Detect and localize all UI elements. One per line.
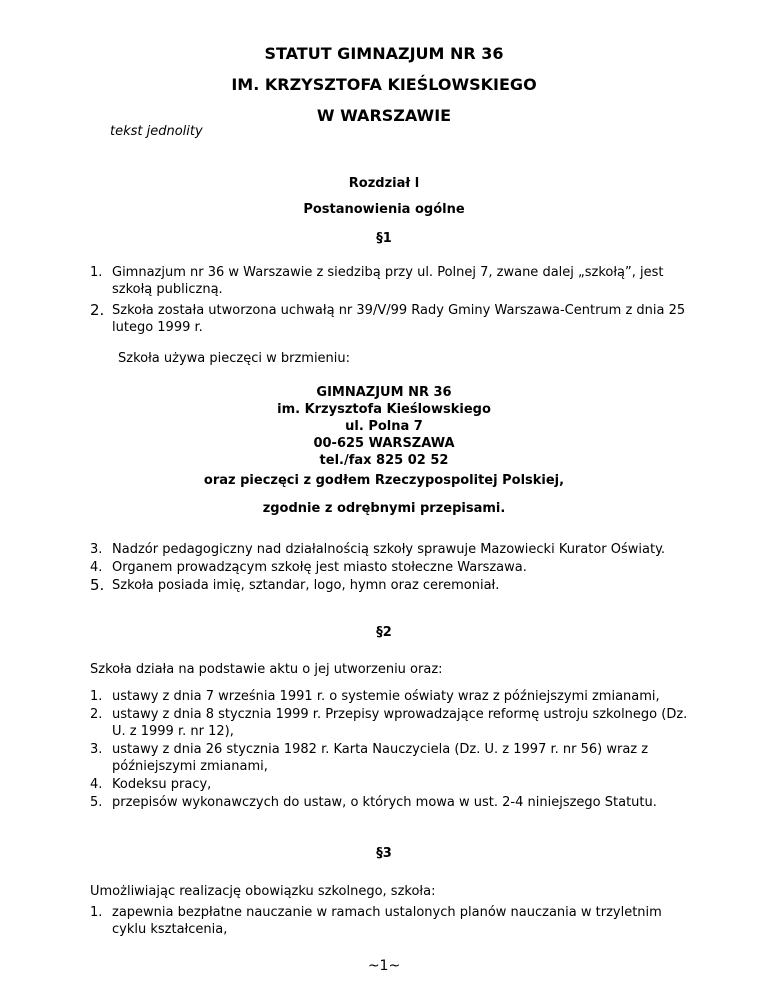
stamp-intro: Szkoła używa pieczęci w brzmieniu: [118,351,351,366]
section-3-mark: §3 [376,846,392,861]
list-item: 4. Kodeksu pracy, [90,777,212,792]
list-item: 4. Organem prowadzącym szkołę jest miasto stołeczne Warszawa. [90,560,527,575]
section-1-mark: §1 [376,231,392,246]
stamp-line: tel./fax 825 02 52 [319,453,449,468]
list-item: 5. przepisów wykonawczych do ustaw, o których mowa w ust. 2-4 niniejszego Statutu. [90,795,657,810]
list-item: 1. Gimnazjum nr 36 w Warszawie z siedzibą przy ul. Polnej 7, zwane dalej „szkołą”, jest szkołą publiczną. [90,265,664,297]
section-3-intro: Umożliwiając realizację obowiązku szkolnego, szkoła: [90,884,436,899]
statute-title-line-3: W WARSZAWIE [316,106,452,125]
document-subtitle: tekst jednolity [110,124,203,139]
stamp-line: 00-625 WARSZAWA [313,436,455,451]
section-3-list [90,904,690,939]
list-item: 1. zapewnia bezpłatne nauczanie w ramach ustalonych planów nauczania w trzyletnim cyklu kształcenia, [90,905,662,937]
page-number: ~1~ [367,958,401,974]
list-item: 2. ustawy z dnia 8 stycznia 1999 r. Przepisy wprowadzające reformę ustroju szkolnego (Dz. U. z 1999 r. nr 12), [90,707,688,739]
stamp-note-emblem: oraz pieczęci z godłem Rzeczypospolitej Polskiej, [203,473,565,488]
list-item: 3. Nadzór pedagogiczny nad działalnością szkoły sprawuje Mazowiecki Kurator Oświaty. [90,542,666,557]
stamp-line: GIMNAZJUM NR 36 [316,385,452,400]
list-item: 5. Szkoła posiada imię, sztandar, logo, hymn oraz ceremoniał. [90,576,500,594]
list-item: 2. Szkoła została utworzona uchwałą nr 39/V/99 Rady Gminy Warszawa-Centrum z dnia 25 lutego 1999 r. [90,301,686,335]
section-2-list [90,688,690,812]
list-item: 3. ustawy z dnia 26 stycznia 1982 r. Karta Nauczyciela (Dz. U. z 1997 r. nr 56) wraz z późniejszymi zmianami, [90,742,649,774]
section-1-list [90,264,690,340]
stamp-line: ul. Polna 7 [345,419,423,434]
chapter-label: Rozdział l [348,176,420,191]
chapter-name: Postanowienia ogólne [303,202,465,217]
section-2-intro: Szkoła działa na podstawie aktu o jej utworzeniu oraz: [90,662,443,677]
list-item: 1. ustawy z dnia 7 września 1991 r. o systemie oświaty wraz z późniejszymi zmianami, [90,689,660,704]
statute-title-line-2: IM. KRZYSZTOFA KIEŚLOWSKIEGO [231,75,537,94]
stamp-note-regulations: zgodnie z odrębnymi przepisami. [262,501,506,516]
section-1-list-continued [90,541,690,595]
section-2-mark: §2 [376,625,392,640]
stamp-line: im. Krzysztofa Kieślowskiego [277,402,491,417]
statute-title-line-1: STATUT GIMNAZJUM NR 36 [264,44,504,63]
stamp-text-block [0,384,768,469]
